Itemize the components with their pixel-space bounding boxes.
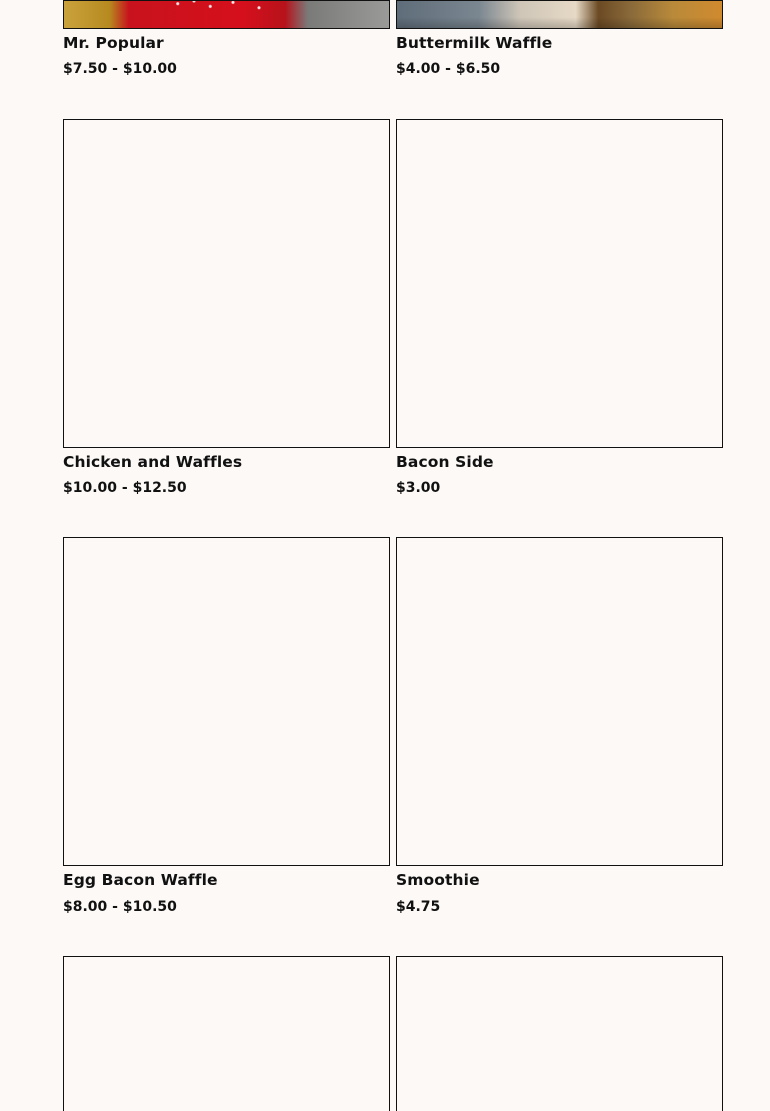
product-image[interactable]	[63, 537, 390, 866]
product-price: $8.00 - $10.50	[63, 899, 177, 915]
product-name[interactable]: Smoothie	[396, 871, 480, 889]
product-image[interactable]	[63, 119, 390, 448]
product-image[interactable]	[63, 0, 390, 29]
product-price: $3.00	[396, 480, 441, 496]
product-image[interactable]	[396, 537, 723, 866]
product-name[interactable]: Buttermilk Waffle	[396, 34, 553, 52]
product-name[interactable]: Bacon Side	[396, 453, 494, 471]
product-name[interactable]: Chicken and Waffles	[63, 453, 243, 471]
product-image[interactable]	[396, 119, 723, 448]
product-image[interactable]	[396, 956, 723, 1111]
product-name[interactable]: Egg Bacon Waffle	[63, 871, 218, 889]
product-image[interactable]	[396, 0, 723, 29]
product-photo	[397, 1, 722, 28]
product-photo	[64, 1, 389, 28]
product-image[interactable]	[63, 956, 390, 1111]
product-price: $7.50 - $10.00	[63, 61, 177, 77]
product-price: $4.75	[396, 899, 441, 915]
product-price: $10.00 - $12.50	[63, 480, 187, 496]
product-name[interactable]: Mr. Popular	[63, 34, 164, 52]
product-price: $4.00 - $6.50	[396, 61, 501, 77]
